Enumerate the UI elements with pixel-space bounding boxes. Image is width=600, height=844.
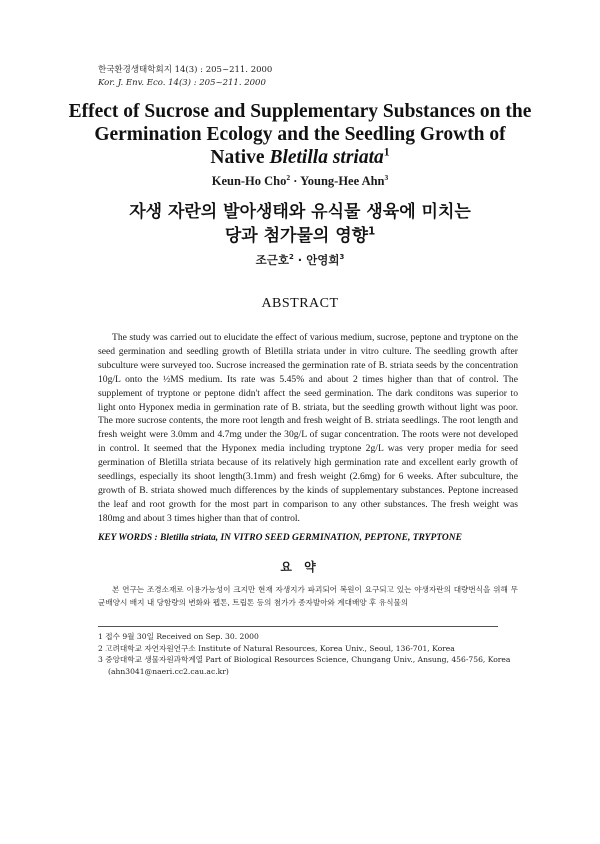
keywords: KEY WORDS : Bletilla striata, IN VITRO SEED GERMINATION, PEPTONE, TRYPTONE xyxy=(98,533,462,543)
author-separator: · xyxy=(290,174,301,188)
author-1-name-ko: 조근호 xyxy=(255,253,289,267)
author-2-ko-footnote-mark: 3 xyxy=(339,253,345,262)
title-english xyxy=(60,100,540,169)
authors-korean xyxy=(0,252,600,268)
title-english-native: Native xyxy=(210,147,270,168)
summary-korean-heading: 요 약 xyxy=(280,560,320,574)
title-english-species: Bletilla striata xyxy=(269,147,384,168)
title-korean-line-2-text: 당과 첨가물의 영향 xyxy=(224,226,369,246)
author-1-footnote-mark: 2 xyxy=(286,172,291,182)
journal-citation-ko: 한국환경생태학회지 14(3) : 205~211. 2000 xyxy=(98,65,273,75)
footnote-2: 2 고려대학교 자연자원연구소 Institute of Natural Resources, Korea Univ., Seoul, 136-701, Korea xyxy=(98,643,455,653)
footnote-3: 3 중앙대학교 생물자원과학계열 Part of Biological Resources Science, Chungang Univ., Ansung, 456-756, Korea (ahn3041@naeri.cc2.cau.ac.kr) xyxy=(98,655,511,676)
title-korean-line-2 xyxy=(60,224,540,248)
abstract-heading: ABSTRACT xyxy=(261,296,339,311)
summary-korean-paragraph: 본 연구는 조경소재로 이용가능성이 크지만 현재 자생지가 파괴되어 복원이 요구되고 있는 야생자란의 대량번식을 위해 무균배양시 배지 내 당함량의 변화와 펩톤, 트립톤 등의 첨가가 종자발아와 계대배양 후 유식물의 xyxy=(98,585,518,607)
authors-english xyxy=(0,174,600,189)
author-2-name: Young-Hee Ahn xyxy=(300,174,385,188)
title-korean xyxy=(60,200,540,248)
title-english-line-1: Effect of Sucrose and Supplementary Substances on the xyxy=(68,101,532,122)
journal-citation-en: Kor. J. Env. Eco. 14(3) : 205~211. 2000 xyxy=(98,78,266,88)
author-2-name-ko: 안영희 xyxy=(306,253,340,267)
journal-citation xyxy=(98,64,272,90)
footnote-1: 1 접수 9월 30일 Received on Sep. 30. 2000 xyxy=(98,632,259,641)
title-english-line-3 xyxy=(60,146,540,169)
author-separator-ko: · xyxy=(293,253,307,267)
title-english-footnote-mark: 1 xyxy=(383,145,390,159)
title-korean-line-1: 자생 자란의 발아생태와 유식물 생육에 미치는 xyxy=(129,202,471,222)
author-1-name: Keun-Ho Cho xyxy=(211,174,287,188)
title-english-line-2: Germination Ecology and the Seedling Growth of xyxy=(94,124,506,145)
footnotes xyxy=(98,631,518,677)
footnote-divider xyxy=(98,626,498,627)
summary-korean-body xyxy=(98,583,518,609)
abstract-paragraph: The study was carried out to elucidate the effect of various medium, sucrose, peptone and tryptone on the seed germination and seedling growth of Bletilla striata under in vitro culture. The seedling growth after subculture were surveyed too. Sucrose increased the germination rate of B. striata seeds by the concentration 10g/L onto the ½MS medium. Its rate was 5.45% and about 2 times higher than that of control. The supplement of tryptone or peptone didn't affect the seed germination. The dark conditons was superior to light onto Hyponex media in germination rate of B. striata, but the seedling growth without light was poor. The more sucrose contents, the more root length and fresh weight of B. striata seedlings. The root length and fresh weight were 3.0mm and 4.7mg under the 30g/L of sugar concentration. The roots were not developed in control. It seemed that the Hyponex media including tryptone 2g/L was very proper media for seed germination of Bletilla striata because of its relatively high germination rate and excellent early growth of seedlings, especially its shoot length(3.1mm) and fresh weight (2.6mg) for 6 weeks. After subculture, the growth of B. striata showed much differences by the kinds of supplementary substances. Peptone increased the leaf and root growth for the most part in comparison to any other substances. The fresh weight was 180mg and about 3 times higher than that of control. xyxy=(98,332,518,524)
abstract-body xyxy=(98,331,518,526)
title-korean-footnote-mark: 1 xyxy=(368,226,376,238)
author-2-footnote-mark: 3 xyxy=(384,172,389,182)
author-1-ko-footnote-mark: 2 xyxy=(289,253,294,262)
